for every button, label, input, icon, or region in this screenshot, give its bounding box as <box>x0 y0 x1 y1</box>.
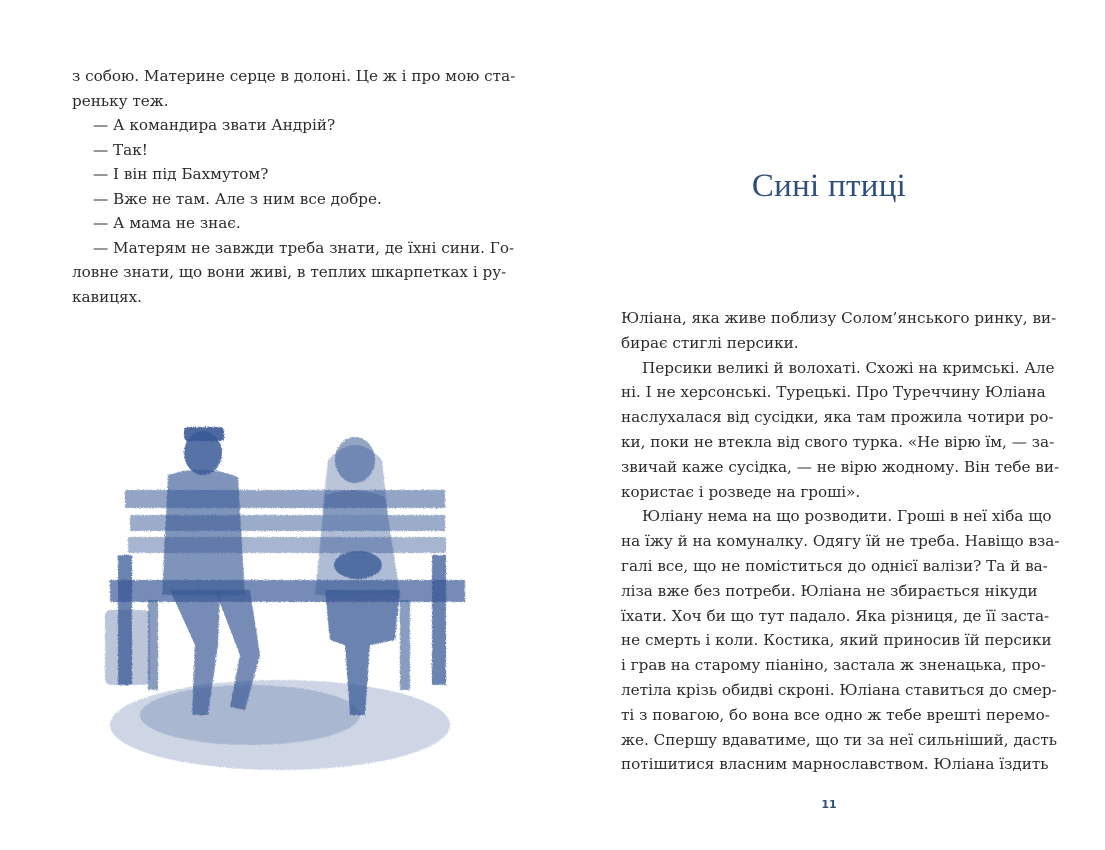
text-line: ловне знати, що вони живі, в теплих шкарпетках і ру- <box>72 263 507 281</box>
text-line: летіла крізь обидві скроні. Юліана ставиться до смер- <box>621 680 1057 699</box>
text-line: з собою. Материне серце в долоні. Це ж і про мою ста- <box>72 67 516 85</box>
left-page <box>0 0 552 850</box>
chapter-title: Сині птиці <box>751 168 907 204</box>
dialogue-line: — А командира звати Андрій? <box>93 116 336 134</box>
text-line: реньку теж. <box>72 91 169 110</box>
text-line: ті з повагою, бо вона все одно ж тебе врешті перемо- <box>621 705 1050 724</box>
left-page-text <box>72 64 516 309</box>
dialogue-line: — Так! <box>93 140 148 159</box>
text-line: на їжу й на комуналку. Одягу їй не треба. Навіщо вза- <box>621 532 1060 551</box>
text-line: ки, поки не втекла від свого турка. «Не вірю їм, — за- <box>621 432 1055 451</box>
right-page <box>553 0 1105 850</box>
text-line: Персики великі й волохаті. Схожі на кримські. Але <box>642 358 1055 377</box>
text-line: ліза вже без потреби. Юліана не збирається нікуди <box>621 581 1038 600</box>
text-line: бирає стиглі персики. <box>621 333 799 352</box>
text-line: звичай каже сусідка, — не вірю жодному. Він тебе ви- <box>621 457 1060 476</box>
text-line: же. Спершу вдаватиме, що ти за неї сильніший, дасть <box>621 730 1058 749</box>
page-number: 11 <box>821 798 837 811</box>
right-page-text <box>621 306 1060 777</box>
text-line: і грав на старому піаніно, застала ж зненацька, про- <box>621 656 1046 675</box>
text-line: наслухалася від сусідки, яка там прожила чотири ро- <box>621 408 1054 427</box>
dialogue-line: — А мама не знає. <box>93 214 241 232</box>
dialogue-line: — Вже не там. Але з ним все добре. <box>93 189 382 208</box>
text-line: не смерть і коли. Костика, який приносив їй персики <box>621 631 1052 650</box>
text-line: потішитися власним марнославством. Юліана їздить <box>621 755 1049 774</box>
text-line: кавицях. <box>72 287 142 306</box>
text-line: ні. І не херсонські. Турецькі. Про Туреччину Юліана <box>621 383 1046 402</box>
text-line: користає і розведе на гроші». <box>621 482 861 501</box>
text-line: галі все, що не поміститься до однієї валізи? Та й ва- <box>621 556 1048 575</box>
text-line: їхати. Хоч би що тут падало. Яка різниця, де її заста- <box>621 606 1050 625</box>
text-line: Юліана, яка живе поблизу Солом’янського ринку, ви- <box>621 309 1057 327</box>
text-line: Юліану нема на що розводити. Гроші в неї хіба що <box>642 507 1052 526</box>
dialogue-line: — І він під Бахмутом? <box>93 165 269 183</box>
bench-couple-illustration <box>100 415 480 785</box>
dialogue-line: — Матерям не завжди треба знати, де їхні сини. Го- <box>93 238 515 257</box>
